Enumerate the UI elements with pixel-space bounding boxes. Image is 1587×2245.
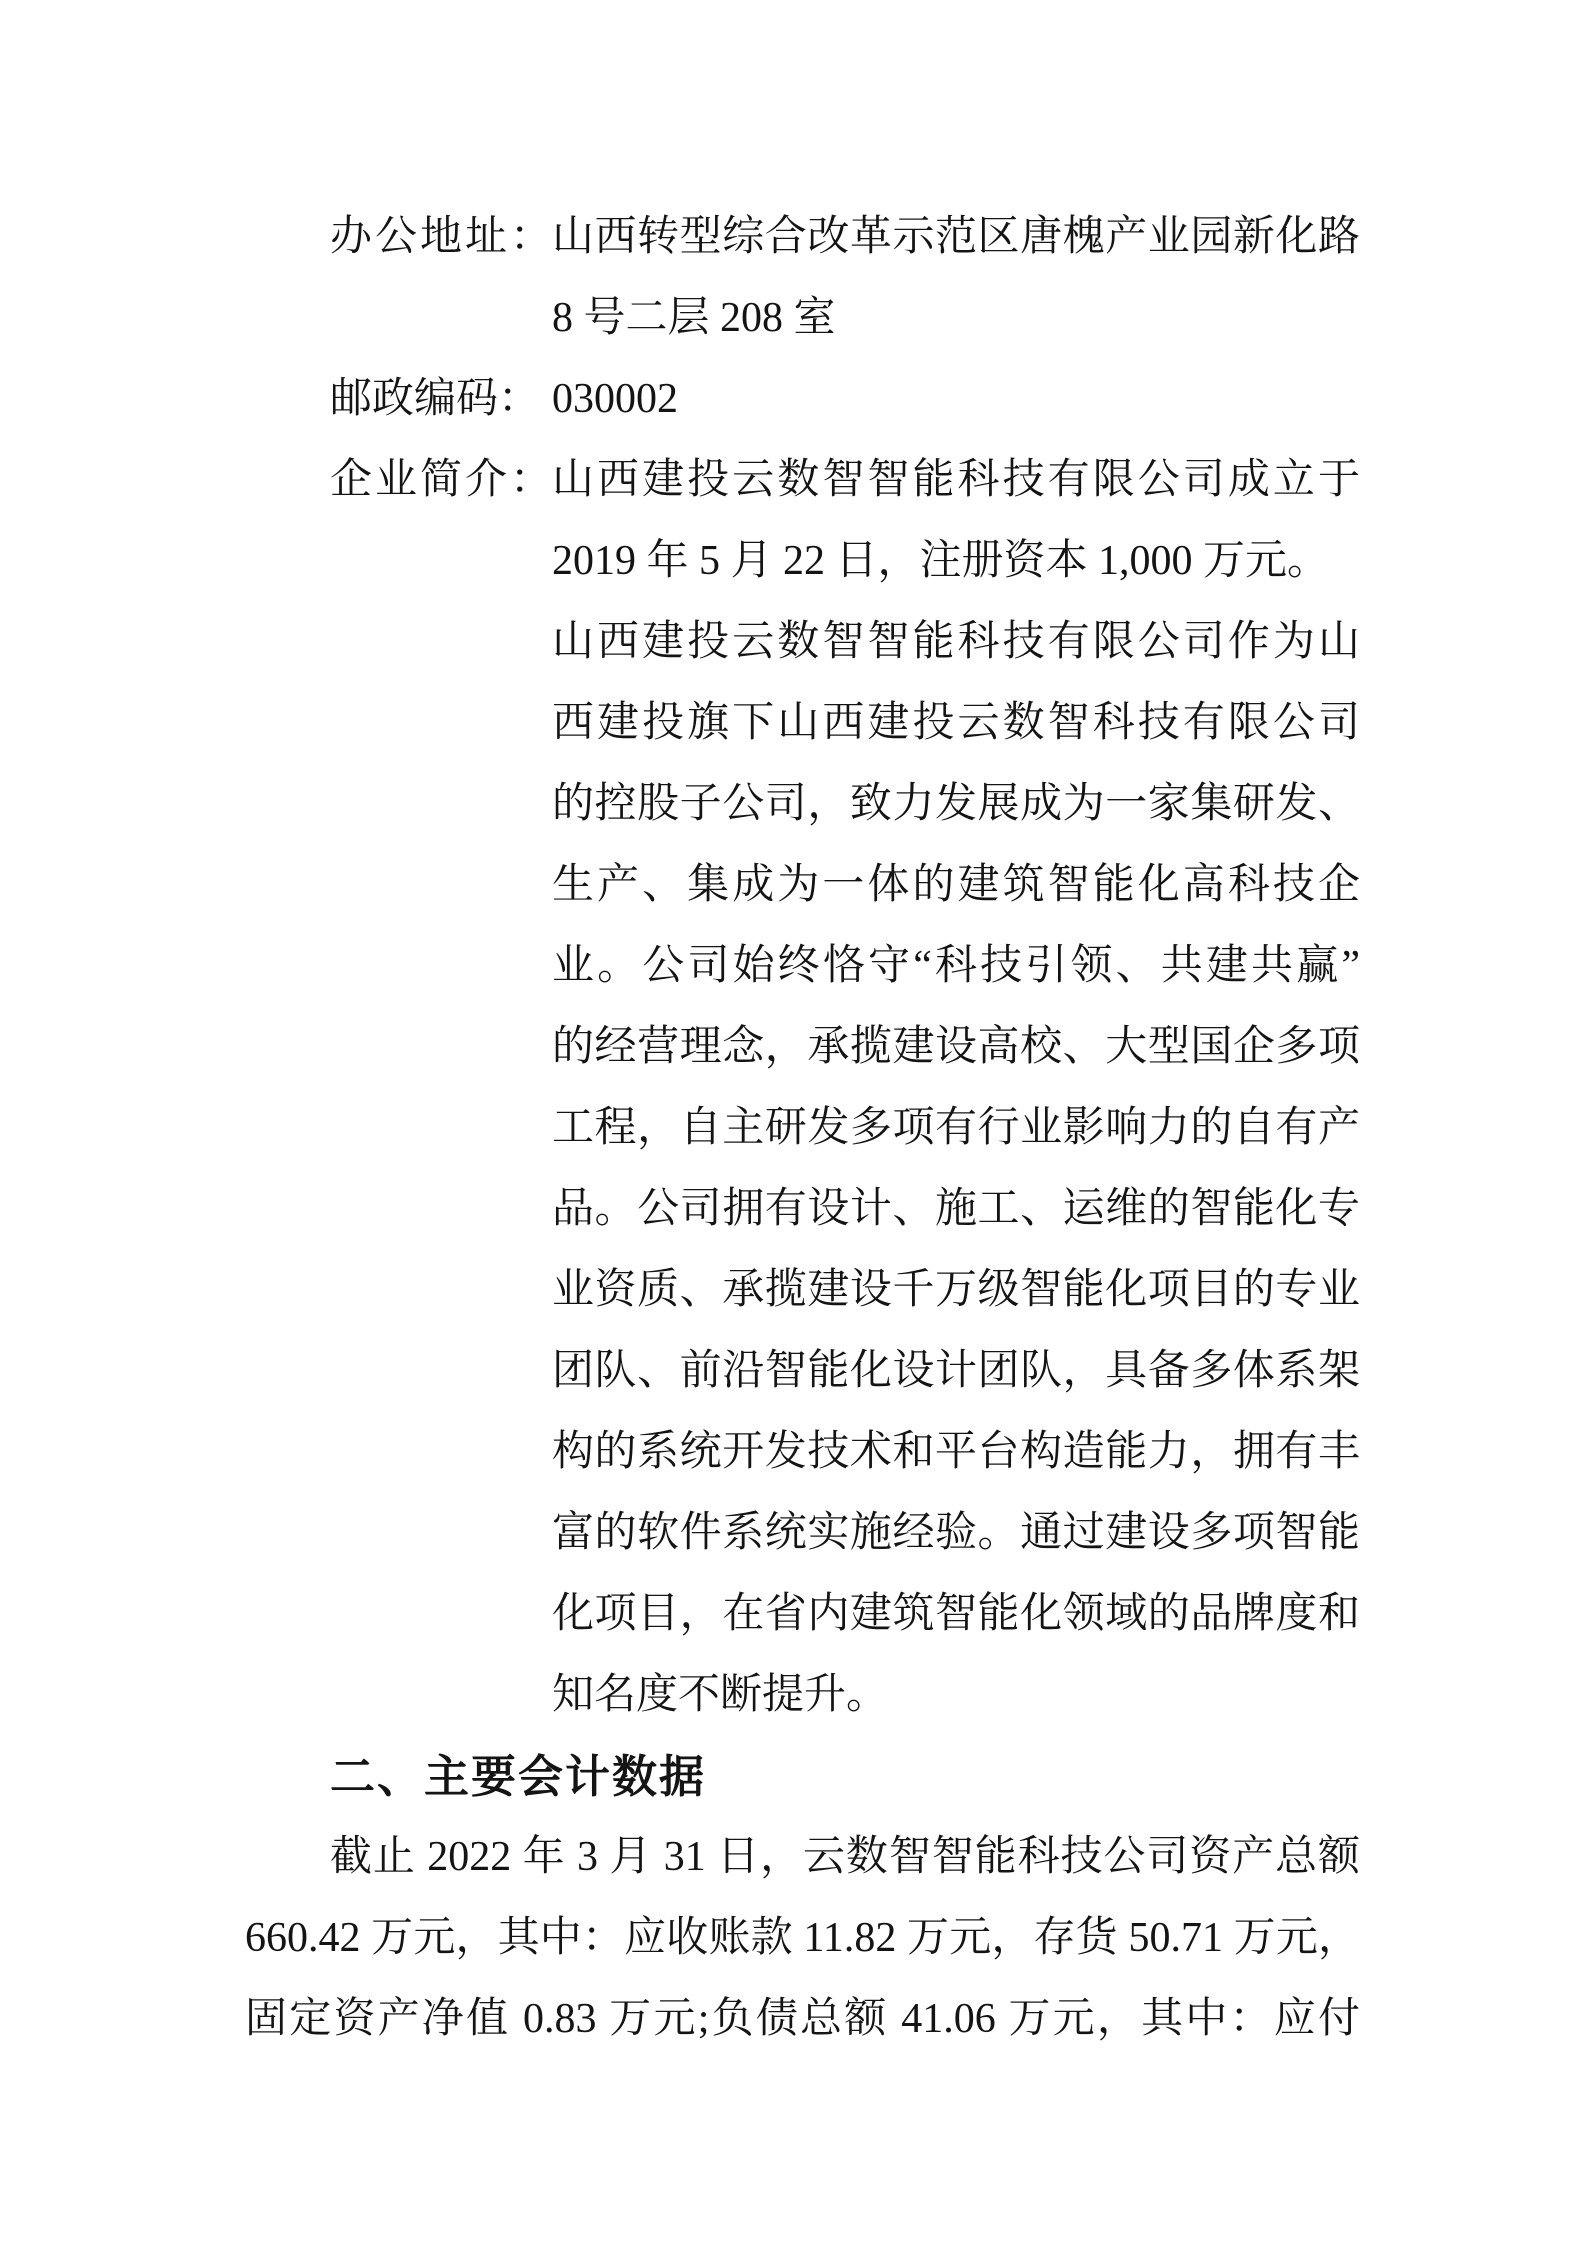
field-company-profile-line <box>552 602 1360 683</box>
field-company-profile-text: 业。公司始终恪守“科技引领、共建共赢” <box>552 943 1360 989</box>
field-office-address-value: 山西转型综合改革示范区唐槐产业园新化路 <box>552 214 1360 260</box>
field-company-profile-line <box>552 1655 1360 1736</box>
field-company-profile-line <box>552 1493 1360 1574</box>
field-company-profile-line <box>552 521 1360 602</box>
field-company-profile-line <box>330 440 1360 521</box>
field-company-profile-text: 山西建投云数智智能科技有限公司成立于 <box>552 457 1360 503</box>
field-company-profile-text: 山西建投云数智智能科技有限公司作为山 <box>552 619 1360 665</box>
field-office-address-value-line <box>330 197 1360 278</box>
field-company-profile-label: 企业简介： <box>330 457 552 503</box>
field-postal-code-label: 邮政编码： <box>330 376 541 422</box>
field-office-address-value: 8 号二层 208 室 <box>552 295 836 341</box>
field-office-address <box>245 197 1360 359</box>
document-body <box>245 197 1360 2060</box>
field-company-profile-text: 2019 年 5 月 22 日，注册资本 1,000 万元。 <box>552 538 1330 584</box>
field-office-address-label: 办公地址： <box>330 214 552 260</box>
field-company-profile-line <box>552 1412 1360 1493</box>
field-office-address-value-line <box>552 278 1360 359</box>
field-company-profile-line <box>552 764 1360 845</box>
accounting-paragraph-line: 660.42 万元，其中：应收账款 11.82 万元，存货 50.71 万元， <box>245 1915 1360 1961</box>
field-company-profile-text: 生产、集成为一体的建筑智能化高科技企 <box>552 862 1360 908</box>
field-company-profile <box>245 440 1360 1736</box>
field-company-profile-line <box>552 1088 1360 1169</box>
field-company-profile-text: 团队、前沿智能化设计团队，具备多体系架 <box>552 1348 1360 1394</box>
field-company-profile-text: 的经营理念，承揽建设高校、大型国企多项 <box>552 1024 1360 1070</box>
field-postal-code-value-line <box>330 359 1360 440</box>
field-company-profile-line <box>552 1331 1360 1412</box>
section-heading: 二、主要会计数据 <box>330 1751 707 1802</box>
accounting-paragraph-line: 固定资产净值 0.83 万元;负债总额 41.06 万元，其中：应付 <box>245 1996 1360 2042</box>
field-postal-code <box>245 359 1360 440</box>
field-company-profile-line <box>552 845 1360 926</box>
field-company-profile-text: 知名度不断提升。 <box>552 1672 889 1718</box>
field-company-profile-text: 构的系统开发技术和平台构造能力，拥有丰 <box>552 1429 1360 1475</box>
field-company-profile-line <box>552 1574 1360 1655</box>
field-company-profile-text: 西建投旗下山西建投云数智科技有限公司 <box>552 700 1360 746</box>
field-postal-code-value: 030002 <box>552 376 678 422</box>
field-company-profile-text: 富的软件系统实施经验。通过建设多项智能 <box>552 1510 1360 1556</box>
field-company-profile-line <box>552 926 1360 1007</box>
field-company-profile-text: 化项目，在省内建筑智能化领域的品牌度和 <box>552 1591 1360 1637</box>
field-company-profile-text: 业资质、承揽建设千万级智能化项目的专业 <box>552 1267 1360 1313</box>
field-company-profile-line <box>552 1007 1360 1088</box>
field-company-profile-text: 的控股子公司，致力发展成为一家集研发、 <box>552 781 1360 827</box>
accounting-paragraph-line: 截止 2022 年 3 月 31 日，云数智智能科技公司资产总额 <box>330 1834 1360 1880</box>
field-company-profile-line <box>552 1169 1360 1250</box>
accounting-paragraph <box>245 1817 1360 2060</box>
field-company-profile-line <box>552 1250 1360 1331</box>
field-company-profile-text: 工程，自主研发多项有行业影响力的自有产 <box>552 1105 1360 1151</box>
field-company-profile-line <box>552 683 1360 764</box>
field-company-profile-text: 品。公司拥有设计、施工、运维的智能化专 <box>552 1186 1360 1232</box>
